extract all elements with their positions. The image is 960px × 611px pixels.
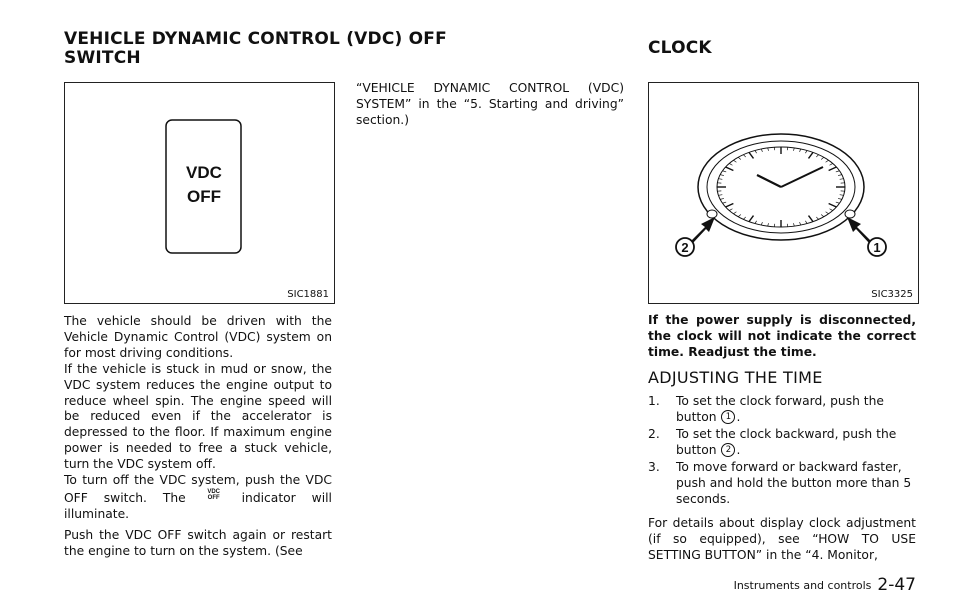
button-ref-2: 2	[721, 443, 735, 457]
indicator-top-text: VDC	[207, 488, 220, 495]
arrow-to-button-2	[691, 217, 715, 243]
heading-line-2: SWITCH	[64, 48, 141, 68]
page-footer	[733, 575, 916, 595]
section-heading-vdc	[64, 30, 447, 68]
vdc-switch-figure	[64, 82, 335, 304]
vdc-paragraph-1: The vehicle should be driven with the Vehicle Dynamic Control (VDC) system on for most driving conditions.	[64, 314, 332, 360]
step-text: To move forward or backward faster, push and hold the button more than 5 seconds.	[676, 460, 912, 506]
section-heading-clock: CLOCK	[648, 38, 712, 58]
step-number: 3.	[648, 460, 660, 474]
step-end: .	[736, 409, 741, 424]
switch-label-vdc: VDC	[186, 163, 222, 182]
clock-illustration	[649, 83, 920, 305]
callout-2-label: 2	[681, 240, 689, 255]
arrow-to-button-1	[847, 217, 871, 243]
clock-warning: If the power supply is disconnected, the clock will not indicate the correct time. Readjust the time.	[648, 313, 916, 359]
vdc-paragraph-3-start: To turn off the VDC system, push the VDC OFF switch. The	[64, 473, 332, 505]
vdc-paragraph-4: Push the VDC OFF switch again or restart the engine to turn on the system. (See	[64, 528, 332, 558]
switch-label-off: OFF	[187, 187, 221, 206]
vdc-off-indicator-icon	[204, 489, 224, 502]
figure-id: SIC3325	[871, 289, 913, 300]
button-ref-1: 1	[721, 410, 735, 424]
callout-1-label: 1	[873, 240, 881, 255]
vdc-paragraph-3	[64, 473, 332, 522]
footer-section: Instruments and controls	[733, 579, 872, 592]
step-1	[648, 394, 916, 426]
vdc-switch-illustration	[65, 83, 336, 305]
step-3	[648, 460, 916, 507]
step-number: 2.	[648, 427, 660, 441]
step-number: 1.	[648, 394, 660, 408]
vdc-paragraph-3-end: indicator will illuminate.	[64, 490, 332, 521]
page-number: 2-47	[877, 575, 916, 595]
figure-id: SIC1881	[287, 289, 329, 300]
step-end: .	[736, 442, 741, 457]
vdc-paragraph-2: If the vehicle is stuck in mud or snow, the VDC system reduces the engine output to reduce wheel spin. The engine speed will be reduced even if the accelerator is depressed to the floor. If maximum engine power is needed to free a stuck vehicle, turn the VDC system off.	[64, 362, 332, 471]
step-text: To set the clock backward, push the button	[676, 427, 897, 457]
step-2	[648, 427, 916, 459]
indicator-bottom-text: OFF	[207, 494, 220, 501]
clock-paragraph-final: For details about display clock adjustment (if so equipped), see “HOW TO USE SETTING BUTTON” in the “4. Monitor,	[648, 516, 916, 562]
subheading-adjusting-time: ADJUSTING THE TIME	[648, 368, 823, 387]
clock-figure	[648, 82, 919, 304]
vdc-paragraph-continued: “VEHICLE DYNAMIC CONTROL (VDC) SYSTEM” in the “5. Starting and driving” section.)	[356, 81, 624, 127]
heading-line-1: VEHICLE DYNAMIC CONTROL (VDC) OFF	[64, 29, 447, 49]
step-text: To set the clock forward, push the button	[676, 394, 884, 424]
